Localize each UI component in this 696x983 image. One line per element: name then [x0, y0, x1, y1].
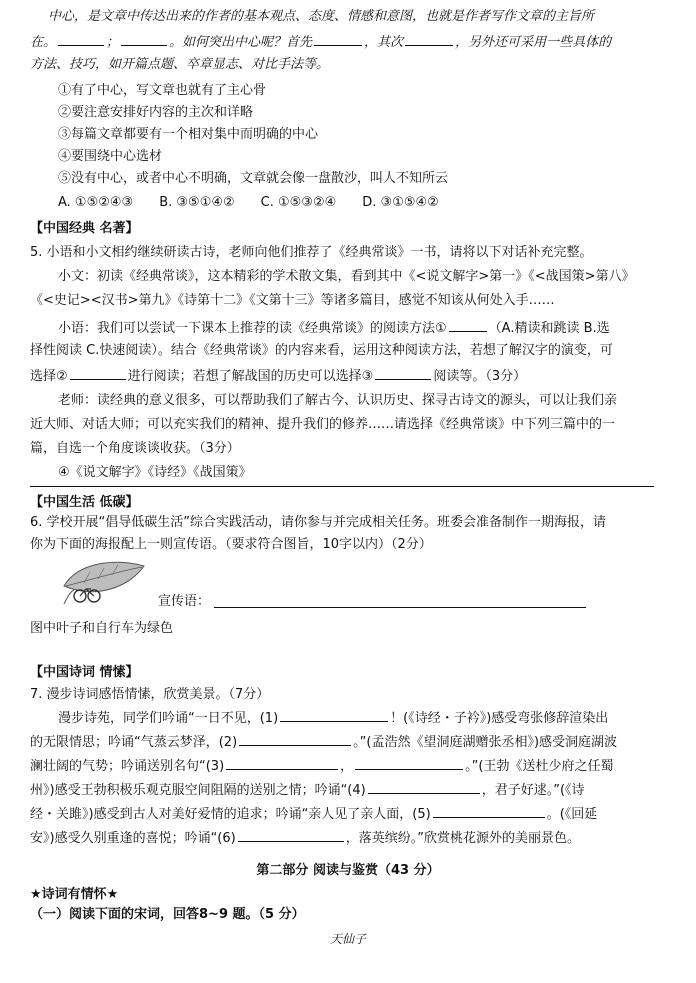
option-4: ④要围绕中心选材 — [58, 149, 163, 164]
q5-blank-1[interactable] — [449, 318, 487, 332]
poem-blank-6[interactable] — [238, 828, 344, 842]
part-two-subhead: ★诗词有情怀★ — [30, 887, 119, 902]
slogan-label: 宣传语： — [158, 594, 211, 609]
q5-line-6: 选择② 进行阅读；若想了解战国的历史可以选择③ 阅读等。（3分） — [30, 366, 526, 386]
part-two-title: 第二部分 阅读与鉴赏（43 分） — [256, 863, 440, 878]
q5-blank-3[interactable] — [375, 366, 431, 380]
blank-4[interactable] — [405, 32, 453, 46]
option-5: ⑤没有中心，或者中心不明确，文章就会像一盘散沙，叫人不知所云 — [58, 171, 449, 186]
q6-line-2: 你为下面的海报配上一则宣传语。（要求符合图旨，10字以内）（2分） — [30, 537, 432, 552]
q5-line-7: 老师：读经典的意义很多，可以帮助我们了解古今、认识历史、探寻古诗文的源头，可以让我们亲 — [58, 393, 618, 408]
figure-caption: 图中叶子和自行车为绿色 — [30, 621, 174, 636]
question-intro: （一）阅读下面的宋词，回答8~9 题。（5 分） — [30, 907, 305, 922]
poem-blank-1[interactable] — [280, 708, 388, 722]
q7-line-6: 经・关雎》)感受到古人对美好爱情的追求；吟诵“亲人见了亲人面，(5) 。(《回延 — [30, 804, 597, 824]
q5-line-9: 篇，自选一个角度谈谈收获。（3分） — [30, 441, 240, 456]
q5-blank-2[interactable] — [70, 366, 126, 380]
q5-line-5: 择性阅读 C.快速阅读）。结合《经典常谈》的内容来看，运用这种阅读方法，若想了解汉字的演变，可 — [30, 343, 613, 358]
q7-line-4: 澜壮阔的气势；吟诵送别名句“(3) ， 。”(王勃《送杜少府之任蜀 — [30, 756, 613, 776]
poem-blank-3b[interactable] — [355, 756, 463, 770]
blank-2[interactable] — [121, 32, 167, 46]
q5-line-10: ④《说文解字》《诗经》《战国策》 — [58, 465, 252, 480]
slogan-input-line[interactable] — [214, 607, 586, 608]
answer-line[interactable] — [30, 486, 654, 487]
q5-line-3: 《<史记><汉书>第九》《诗第十二》《文第十三》等诸多篇目，感觉不知该从何处入手…… — [30, 293, 555, 308]
q7-line-7: 安》)感受久别重逢的喜悦；吟诵“(6) ，落英缤纷。”欣赏桃花源外的美丽景色。 — [30, 828, 580, 848]
option-1: ①有了中心，写文章也就有了主心骨 — [58, 83, 267, 98]
q7-line-1: 7. 漫步诗词感悟情愫，欣赏美景。（7分） — [30, 687, 270, 702]
poem-title: 天仙子 — [329, 932, 366, 946]
intro-line-2: 在。 ； 。如何突出中心呢？首先 ，其次 ，另外还可采用一些具体的 — [30, 32, 611, 52]
poem-blank-2[interactable] — [239, 732, 351, 746]
section-header-poetry: 【中国诗词 情愫】 — [30, 665, 139, 680]
option-2: ②要注意安排好内容的主次和详略 — [58, 105, 254, 120]
q5-line-1: 5. 小语和小文相约继续研读古诗，老师向他们推荐了《经典常谈》一书，请将以下对话补充完整。 — [30, 245, 593, 260]
intro-line-3: 方法、技巧，如开篇点题、卒章显志、对比手法等。 — [30, 57, 330, 72]
blank-1[interactable] — [58, 32, 104, 46]
q5-line-8: 近大师、对话大师；可以充实我们的精神、提升我们的修养……请选择《经典常谈》中下列三篇中的一 — [30, 417, 616, 432]
section-header-life: 【中国生活 低碳】 — [30, 495, 139, 510]
q6-line-1: 6. 学校开展“倡导低碳生活”综合实践活动，请你参与并完成相关任务。班委会准备制作一期海报，请 — [30, 515, 607, 530]
q5-line-2: 小文：初读《经典常谈》，这本精彩的学术散文集，看到其中《<说文解字>第一》《<战国策>第八》 — [58, 269, 635, 284]
poem-blank-5[interactable] — [433, 804, 545, 818]
section-header-classic: 【中国经典 名著】 — [30, 221, 139, 236]
poem-blank-3a[interactable] — [226, 756, 338, 770]
poem-blank-4[interactable] — [368, 780, 480, 794]
blank-3[interactable] — [314, 32, 362, 46]
option-3: ③每篇文章都要有一个相对集中而明确的中心 — [58, 127, 319, 142]
intro-line-1: 中心，是文章中传达出来的作者的基本观点、态度、情感和意图，也就是作者写作文章的主旨所 — [48, 9, 595, 24]
q7-line-5: 州》)感受王勃积极乐观克服空间阻隔的送别之情；吟诵“(4) ，君子好逑。”(《诗 — [30, 780, 585, 800]
leaf-bicycle-poster-image — [60, 556, 146, 608]
q7-line-2: 漫步诗苑，同学们吟诵“一日不见，(1) ！(《诗经・子衿》)感受弯张修辞渲染出 — [58, 708, 608, 728]
q5-line-4: 小语：我们可以尝试一下课本上推荐的读《经典常谈》的阅读方法① （A.精读和跳读 B.选 — [58, 318, 610, 338]
choice-row: A. ①⑤②④③ B. ③⑤①④② C. ①⑤③②④ D. ③①⑤④② — [58, 195, 439, 210]
q7-line-3: 的无限情思；吟诵“气蒸云梦泽，(2) 。”(孟浩然《望洞庭湖赠张丞相》)感受洞庭湖波 — [30, 732, 617, 752]
